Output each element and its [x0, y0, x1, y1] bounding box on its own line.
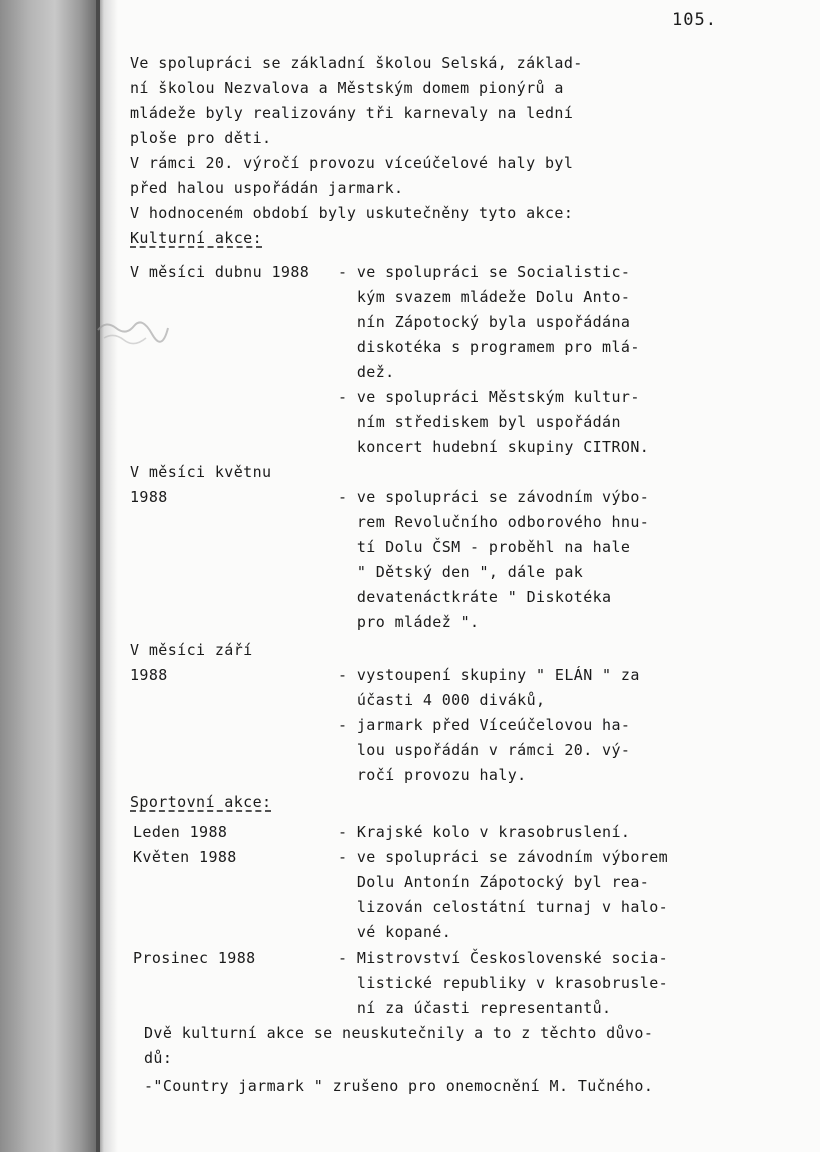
intro-line: Ve spolupráci se základní školou Selská, základ- [130, 54, 583, 72]
event-item-line: diskotéka s programem pro mlá- [338, 338, 640, 356]
intro-line: V rámci 20. výročí provozu víceúčelové haly byl [130, 154, 574, 172]
event-item-line: rem Revolučního odborového hnu- [338, 513, 650, 531]
page-number: 105. [672, 10, 717, 30]
closing-line: Dvě kulturní akce se neuskutečnily a to z těchto důvo- [144, 1024, 654, 1042]
event-item-line: " Dětský den ", dále pak [338, 563, 584, 581]
binding-edge [96, 0, 100, 1152]
event-period: V měsíci květnu [130, 463, 272, 481]
sport-heading: Sportovní akce: [130, 793, 272, 811]
event-item-line: - ve spolupráci Městským kultur- [338, 388, 640, 406]
event-item-line: dež. [338, 363, 395, 381]
event-item-line: lou uspořádán v rámci 20. vý- [338, 741, 631, 759]
event-item-line: ním střediskem byl uspořádán [338, 413, 621, 431]
binding-shadow [0, 0, 120, 1152]
event-period: Leden 1988 [133, 823, 228, 841]
event-item-line: vé kopané. [338, 923, 452, 941]
event-item-line: tí Dolu ČSM - proběhl na hale [338, 538, 631, 556]
event-item-line: - vystoupení skupiny " ELÁN " za [338, 666, 640, 684]
event-item-line: - ve spolupráci se závodním výbo- [338, 488, 650, 506]
event-item-line: ročí provozu haly. [338, 766, 527, 784]
intro-line: mládeže byly realizovány tři karnevaly na lední [130, 104, 574, 122]
event-item-line: - ve spolupráci se závodním výborem [338, 848, 669, 866]
event-item-line: koncert hudební skupiny CITRON. [338, 438, 650, 456]
event-item-line: - ve spolupráci se Socialistic- [338, 263, 631, 281]
intro-line: ní školou Nezvalova a Městským domem pionýrů a [130, 79, 564, 97]
event-item-line: ní za účasti representantů. [338, 999, 612, 1017]
event-period: Prosinec 1988 [133, 949, 256, 967]
intro-line: V hodnoceném období byly uskutečněny tyto akce: [130, 204, 574, 222]
event-item-line: - Mistrovství Československé socia- [338, 949, 669, 967]
closing-line: dů: [144, 1049, 173, 1067]
event-period: 1988 [130, 666, 168, 684]
event-item-line: Dolu Antonín Zápotocký byl rea- [338, 873, 650, 891]
event-item-line: - jarmark před Víceúčelovou ha- [338, 716, 631, 734]
event-item-line: lizován celostátní turnaj v halo- [338, 898, 669, 916]
cultural-heading: Kulturní akce: [130, 229, 263, 247]
event-item-line: pro mládež ". [338, 613, 480, 631]
intro-line: před halou uspořádán jarmark. [130, 179, 404, 197]
event-item-line: listické republiky v krasobrusle- [338, 974, 669, 992]
event-period: Květen 1988 [133, 848, 237, 866]
event-item-line: kým svazem mládeže Dolu Anto- [338, 288, 631, 306]
event-period: V měsíci září [130, 641, 253, 659]
event-item-line: účasti 4 000 diváků, [338, 691, 546, 709]
closing-line: -"Country jarmark " zrušeno pro onemocnění M. Tučného. [144, 1077, 654, 1095]
event-item-line: - Krajské kolo v krasobruslení. [338, 823, 631, 841]
event-item-line: devatenáctkráte " Diskotéka [338, 588, 612, 606]
intro-line: ploše pro děti. [130, 129, 272, 147]
scan-smudge [94, 310, 174, 350]
event-period: 1988 [130, 488, 168, 506]
event-item-line: nín Zápotocký byla uspořádána [338, 313, 631, 331]
event-period: V měsíci dubnu 1988 [130, 263, 310, 281]
